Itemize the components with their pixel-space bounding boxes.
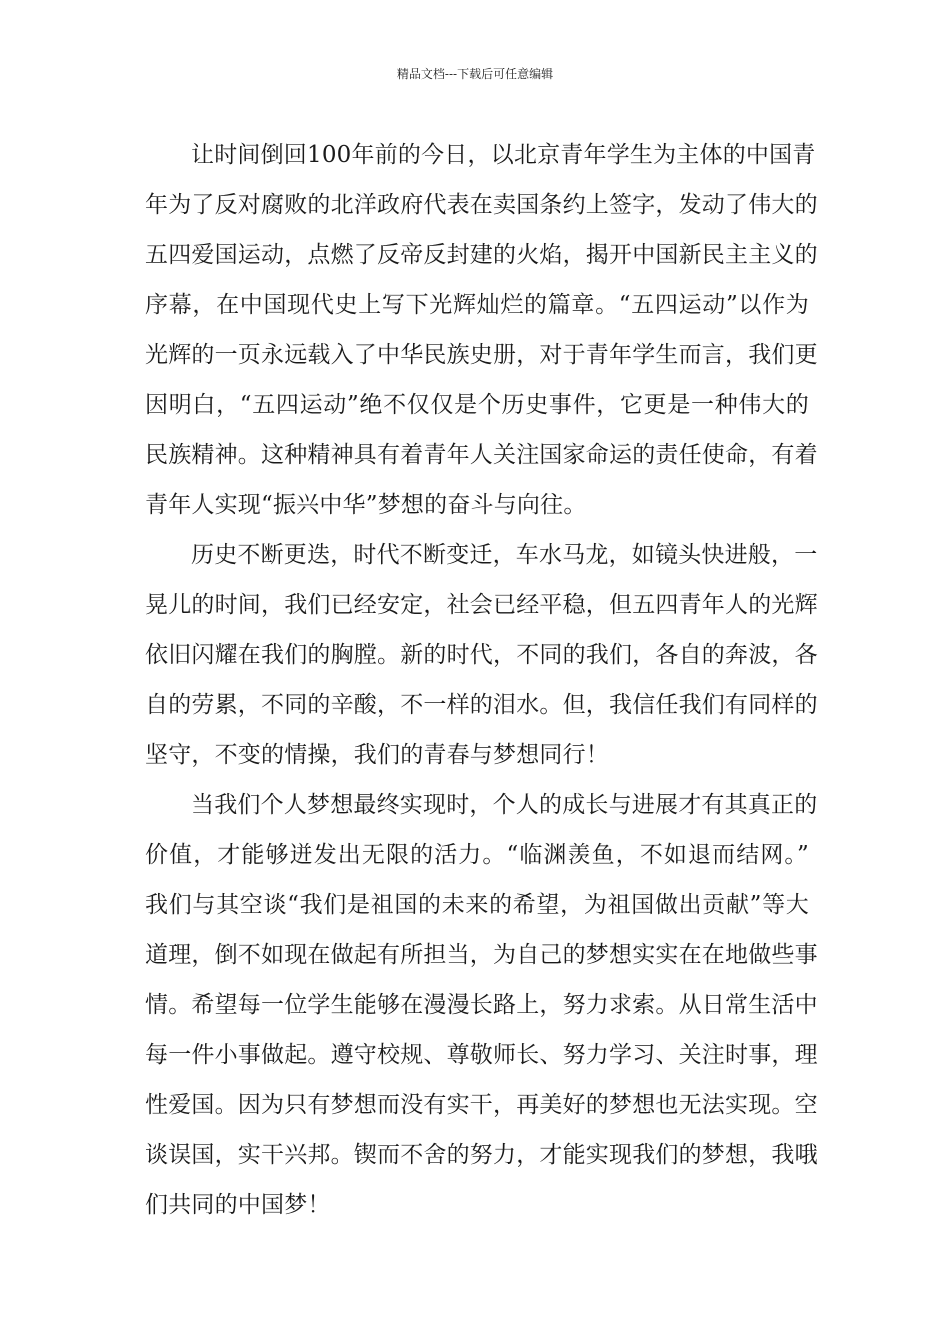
- text-line: 道理，倒不如现在做起有所担当，为自己的梦想实实在在地做些事: [145, 942, 818, 968]
- text-line: 因明白，“五四运动”绝不仅仅是个历史事件，它更是一种伟大的: [145, 392, 809, 418]
- text-line: 价值，才能够迸发出无限的活力。“临渊羡鱼，不如退而结网。”: [145, 842, 809, 868]
- text-line: 年为了反对腐败的北洋政府代表在卖国条约上签字，发动了伟大的: [145, 192, 818, 218]
- text-line: 让时间倒回100年前的今日，以北京青年学生为主体的中国青: [191, 142, 816, 168]
- text-line: 性爱国。因为只有梦想而没有实干，再美好的梦想也无法实现。空: [145, 1092, 818, 1118]
- text-line: 情。希望每一位学生能够在漫漫长路上，努力求索。从日常生活中: [145, 992, 818, 1018]
- paragraph-3: [145, 780, 818, 1230]
- text-line: 自的劳累，不同的辛酸，不一样的泪水。但，我信任我们有同样的: [145, 692, 818, 718]
- text-line: 坚守，不变的情操，我们的青春与梦想同行！: [145, 742, 609, 768]
- text-line: 每一件小事做起。遵守校规、尊敬师长、努力学习、关注时事，理: [145, 1042, 818, 1068]
- text-line: 历史不断更迭，时代不断变迁，车水马龙，如镜头快进般，一: [191, 542, 818, 568]
- paragraph-1: [145, 130, 818, 530]
- text-line: 依旧闪耀在我们的胸膛。新的时代，不同的我们，各自的奔波，各: [145, 642, 818, 668]
- page-header: 精品文档---下载后可任意编辑: [396, 67, 554, 81]
- paragraph-2: [145, 530, 818, 780]
- text-line: 谈误国，实干兴邦。锲而不舍的努力，才能实现我们的梦想，我哦: [145, 1142, 818, 1168]
- text-line: 民族精神。这种精神具有着青年人关注国家命运的责任使命，有着: [145, 442, 818, 468]
- document-body: [145, 130, 818, 1230]
- text-line: 们共同的中国梦！: [145, 1192, 331, 1218]
- text-line: 当我们个人梦想最终实现时，个人的成长与进展才有其真正的: [191, 792, 818, 818]
- text-line: 序幕，在中国现代史上写下光辉灿烂的篇章。“五四运动”以作为: [145, 292, 809, 318]
- text-line: 光辉的一页永远载入了中华民族史册，对于青年学生而言，我们更: [145, 342, 818, 368]
- text-line: 晃儿的时间，我们已经安定，社会已经平稳，但五四青年人的光辉: [145, 592, 818, 618]
- text-line: 青年人实现“振兴中华”梦想的奋斗与向往。: [145, 492, 587, 518]
- text-line: 五四爱国运动，点燃了反帝反封建的火焰，揭开中国新民主主义的: [145, 242, 818, 268]
- text-line: 我们与其空谈“我们是祖国的未来的希望，为祖国做出贡献”等大: [145, 892, 809, 918]
